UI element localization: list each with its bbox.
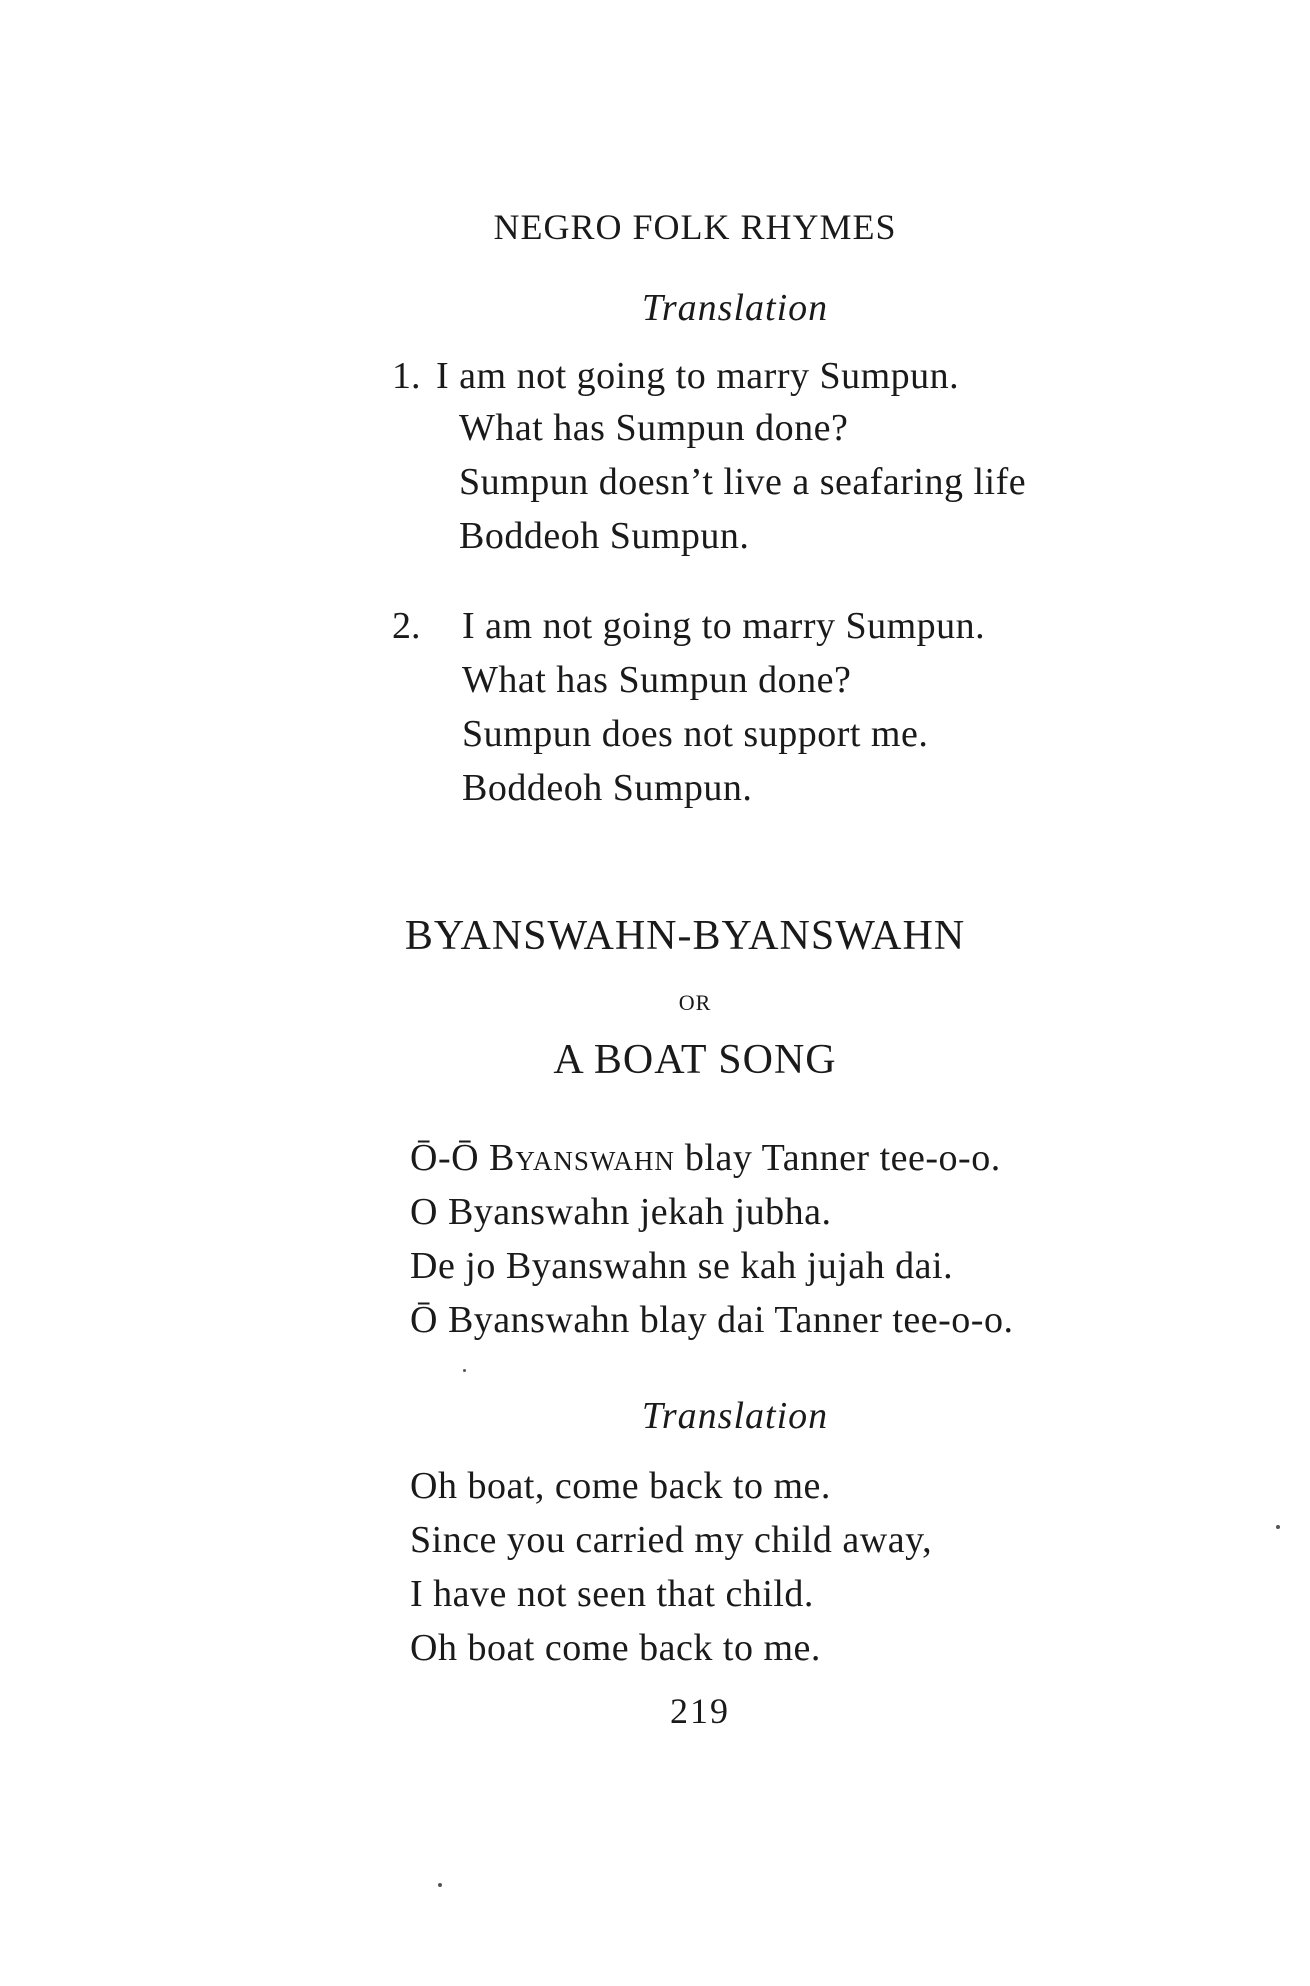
translation-line: Oh boat, come back to me. [410, 1465, 831, 1507]
verse-line: Sumpun does not support me. [462, 713, 929, 755]
verse-line: I am not going to marry Sumpun. [462, 605, 986, 647]
scan-speck [1276, 1525, 1280, 1529]
song-line: O Byanswahn jekah jubha. [410, 1191, 832, 1233]
song-subtitle: A BOAT SONG [553, 1037, 837, 1083]
song-title: BYANSWAHN-BYANSWAHN [404, 913, 966, 959]
verse-line: What has Sumpun done? [459, 407, 849, 449]
verse-line: Boddeoh Sumpun. [459, 515, 750, 557]
song-line: De jo Byanswahn se kah jujah dai. [410, 1245, 954, 1287]
scan-speck [438, 1883, 442, 1887]
verse-line: I am not going to marry Sumpun. [436, 355, 960, 397]
song-line-prefix: Ō-Ō [410, 1137, 480, 1179]
scan-speck [463, 1369, 466, 1372]
verse-line: Boddeoh Sumpun. [462, 767, 753, 809]
verse-line: Sumpun doesn’t live a seafaring life [459, 461, 1027, 503]
translation-line: Since you carried my child away, [410, 1519, 933, 1561]
song-line [410, 1136, 1001, 1180]
running-head: NEGRO FOLK RHYMES [493, 207, 897, 247]
translation-line: I have not seen that child. [410, 1573, 814, 1615]
stanza-number: 2. [392, 605, 421, 647]
translation-heading: Translation [641, 1395, 829, 1437]
stanza-number: 1. [392, 355, 421, 397]
song-title-or: OR [678, 990, 712, 1015]
translation-line: Oh boat come back to me. [410, 1627, 821, 1669]
song-line-smallcaps: Byanswahn [489, 1137, 675, 1179]
translation-heading: Translation [641, 287, 829, 329]
song-line-rest: blay Tanner tee-o-o. [684, 1137, 1001, 1179]
verse-line: What has Sumpun done? [462, 659, 852, 701]
page-number: 219 [670, 1691, 730, 1731]
song-line: Ō Byanswahn blay dai Tanner tee-o-o. [410, 1299, 1014, 1341]
